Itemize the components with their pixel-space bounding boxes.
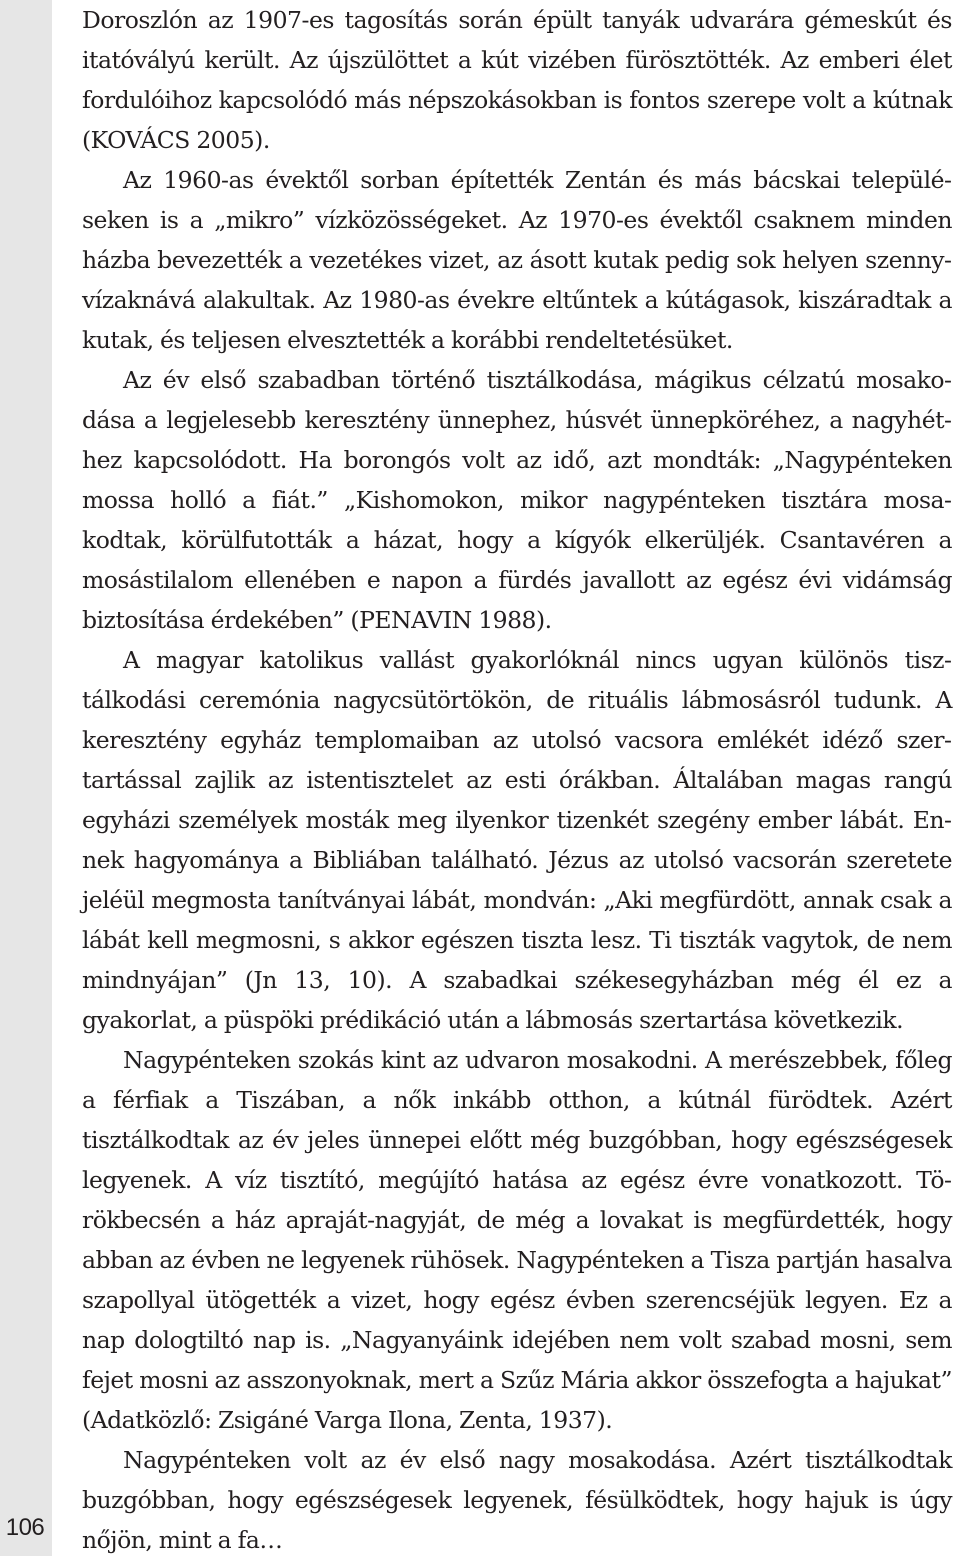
- paragraph-foot-washing: A magyar katolikus vallást gyakorlóknál nincs ugyan különös tisztálkodási ceremónia nagycsütörtökön, de rituális lábmosásról tudunk. A keresztény egyház templomaiban az utolsó vacsora emlékét idéző szertartással zajlik az istentisztelet az esti órákban. Általában magas rangú egyházi személyek mosták meg ilyenkor tizenkét szegény ember lábát. Ennek hagyománya a Bibliában található. Jézus az utolsó vacsorán szeretete jeléül megmosta tanítványai lábát, mondván: „Aki megfürdött, annak csak a lábát kell megmosni, s akkor egészen tiszta lesz. Ti tiszták vagytok, de nem mindnyájan” (Jn 13, 10). A szabadkai székesegyházban még él ez a gyakorlat, a püspöki prédikáció után a lábmosás szertartása következik.: [82, 646, 952, 1034]
- paragraph-first-washing: Nagypénteken volt az év első nagy mosakodása. Azért tisztálkodtak buzgóbban, hogy egészségesek legyenek, fésülködtek, hogy hajuk is úgy nőjön, mint a fa…: [82, 1446, 952, 1554]
- page-margin-strip: [0, 0, 52, 1556]
- paragraph-wells: Doroszlón az 1907-es tagosítás során épült tanyák udvarára gémeskút és itatóvályú került. Az újszülöttet a kút vizében fürösztötték. Az emberi élet fordulóihoz kapcsolódó más népszokásokban is fontos szerepe volt a kútnak (KOVÁCS 2005).: [82, 6, 952, 154]
- body-text: [82, 0, 952, 1560]
- paragraph-good-friday: Nagypénteken szokás kint az udvaron mosakodni. A merészebbek, főleg a férfiak a Tiszában, a nők inkább otthon, a kútnál fürödtek. Azért tisztálkodtak az év jeles ünnepei előtt még buzgóbban, hogy egészségesek legyenek. A víz tisztító, megújító hatása az egész évre vonatkozott. Törökbecsén a ház apraját-nagyját, de még a lovakat is megfürdették, hogy abban az évben ne legyenek rühösek. Nagypénteken a Tisza partján hasalva szapollyal ütögették a vizet, hogy egész évben szerencséjük legyen. Ez a nap dologtiltó nap is. „Nagyanyáink idejében nem volt szabad mosni, sem fejet mosni az asszonyoknak, mert a Szűz Mária akkor összefogta a hajukat” (Adatközlő: Zsigáné Varga Ilona, Zenta, 1937).: [82, 1046, 952, 1434]
- paragraph-water-communities: Az 1960-as évektől sorban építették Zentán és más bácskai településeken is a „mikro” vízközösségeket. Az 1970-es évektől csaknem minden házba bevezették a vezetékes vizet, az ásott kutak pedig sok helyen szennyvízaknává alakultak. Az 1980-as évekre eltűntek a kútágasok, kiszáradtak a kutak, és teljesen elvesztették a korábbi rendeltetésüket.: [82, 166, 952, 354]
- paragraph-easter-washing: Az év első szabadban történő tisztálkodása, mágikus célzatú mosakodása a legjelesebb keresztény ünnephez, húsvét ünnepköréhez, a nagyhéthez kapcsolódott. Ha borongós volt az idő, azt mondták: „Nagypénteken mossa holló a fiát.” „Kishomokon, mikor nagypénteken tisztára mosakodtak, körülfutották a házat, hogy a kígyók elkerüljék. Csantavéren a mosástilalom ellenében e napon a fürdés javallott az egész évi vidámság biztosítása érdekében” (PENAVIN 1988).: [82, 366, 952, 634]
- page-number: 106: [5, 1514, 45, 1541]
